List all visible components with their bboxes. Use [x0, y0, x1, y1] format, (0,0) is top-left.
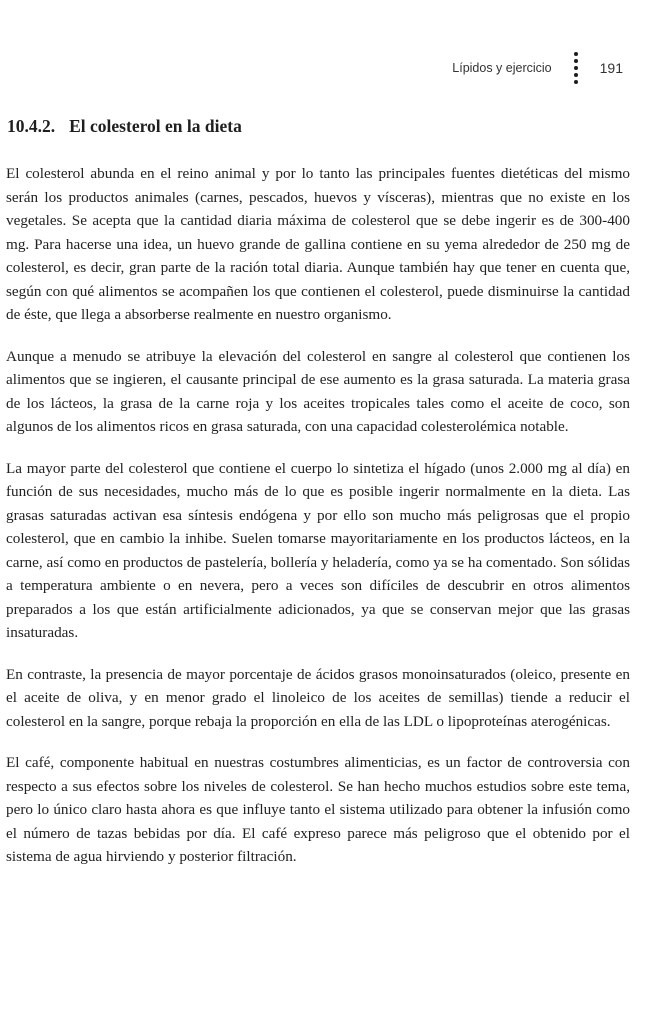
section-number: 10.4.2. [7, 116, 56, 136]
page-number: 191 [599, 60, 623, 76]
dot-ornament [574, 66, 578, 70]
section-heading [7, 116, 242, 137]
body-text [6, 162, 630, 887]
paragraph: La mayor parte del colesterol que contiene el cuerpo lo sintetiza el hígado (unos 2.000 mg al día) en función de sus necesidades, mucho más de lo que es posible ingerir normalmente en la dieta. Las grasas saturadas activan esa síntesis endógena y por ello son mucho más peligrosas que el propio colesterol, que en cambio la inhibe. Suelen tomarse mayoritariamente en los productos lácteos, en la carne, así como en productos de pastelería, bollería y heladería, como ya se ha comentado. Son sólidas a temperatura ambiente o en nevera, pero a veces son difíciles de descubrir en otros alimentos preparados a los que están artificialmente adicionados, ya que se conservan mejor que las grasas insaturadas. [6, 459, 630, 641]
section-title: El colesterol en la dieta [69, 116, 242, 136]
running-title: Lípidos y ejercicio [452, 61, 552, 75]
running-header [452, 52, 623, 84]
dot-ornament [574, 52, 578, 56]
dot-ornament [574, 59, 578, 63]
dot-ornament [574, 80, 578, 84]
dot-ornament [574, 73, 578, 77]
paragraph: El café, componente habitual en nuestras costumbres alimenticias, es un factor de controversia con respecto a sus efectos sobre los niveles de colesterol. Se han hecho muchos estudios sobre este tema, pero lo único claro hasta ahora es que influye tanto el sistema utilizado para obtener la infusión como el número de tazas bebidas por día. El café expreso parece más peligroso que el obtenido por el sistema de agua hirviendo y posterior filtración. [6, 754, 630, 865]
paragraph: En contraste, la presencia de mayor porcentaje de ácidos grasos monoinsaturados (oleico, presente en el aceite de oliva, y en menor grado el linoleico de los aceites de semillas) tiende a reducir el colesterol en la sangre, porque rebaja la proporción en ella de las LDL o lipoproteínas aterogénicas. [6, 665, 630, 730]
paragraph: Aunque a menudo se atribuye la elevación del colesterol en sangre al colesterol que contienen los alimentos que se ingieren, el causante principal de ese aumento es la grasa saturada. La materia grasa de los lácteos, la grasa de la carne roja y los aceites tropicales tales como el aceite de coco, son algunos de los alimentos ricos en grasa saturada, con una capacidad colesterolémica notable. [6, 347, 630, 435]
paragraph: El colesterol abunda en el reino animal y por lo tanto las principales fuentes dietéticas del mismo serán los productos animales (carnes, pescados, huevos y vísceras), mientras que no existe en los vegetales. Se acepta que la cantidad diaria máxima de colesterol que se debe ingerir es de 300-400 mg. Para hacerse una idea, un huevo grande de gallina contiene en su yema alrededor de 250 mg de colesterol, es decir, gran parte de la ración total diaria. Aunque también hay que tener en cuenta que, según con qué alimentos se acompañen los que contienen el colesterol, puede disminuirse la cantidad de éste, que llega a absorberse realmente en nuestro organismo. [6, 165, 630, 323]
vertical-dots-ornament [574, 52, 578, 84]
